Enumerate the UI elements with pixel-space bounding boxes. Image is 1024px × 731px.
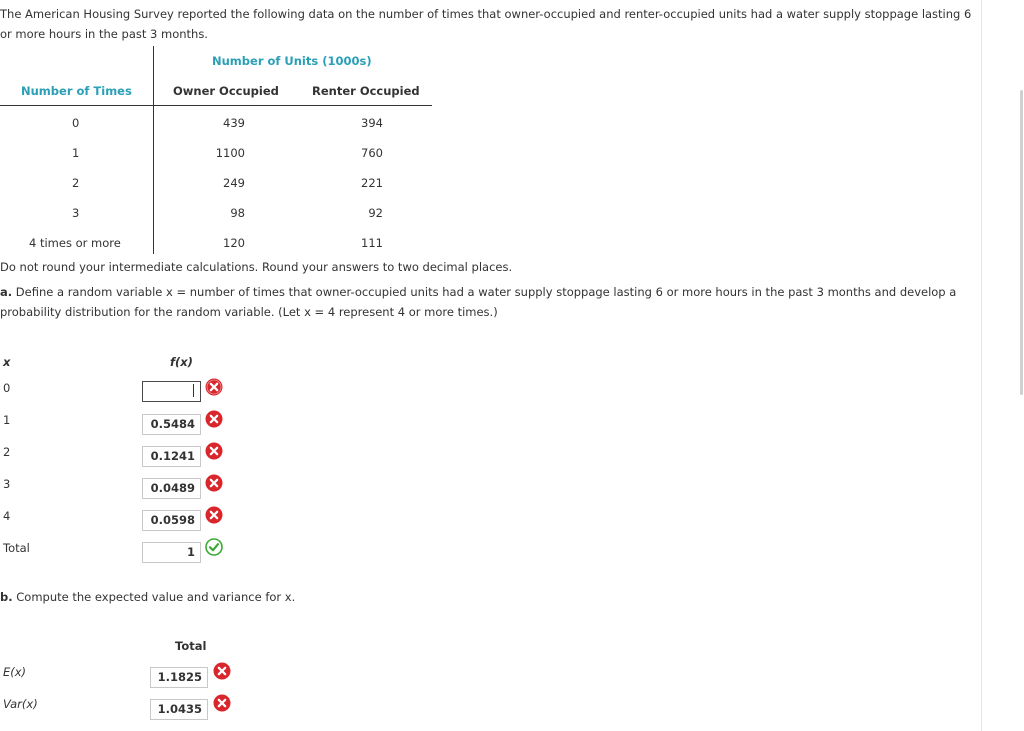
incorrect-icon [213, 662, 231, 680]
part-a-prompt [0, 282, 975, 322]
owner-cell: 439 [223, 116, 245, 130]
x-value: 0 [3, 381, 11, 395]
renter-cell: 760 [361, 146, 383, 160]
col-total-header: Total [175, 639, 207, 653]
owner-cell: 1100 [215, 146, 245, 160]
expected-value-input[interactable]: 1.1825 [150, 667, 208, 688]
table-header-rule [0, 105, 432, 106]
fx-input-3[interactable]: 0.0489 [142, 478, 201, 499]
table-vertical-rule [153, 46, 154, 254]
renter-cell: 111 [361, 236, 383, 250]
part-b-text: Compute the expected value and variance for x. [12, 590, 296, 604]
col-owner-occupied: Owner Occupied [173, 84, 279, 98]
content-right-border [981, 0, 982, 731]
fx-input-4[interactable]: 0.0598 [142, 510, 201, 531]
x-value: 1 [3, 413, 11, 427]
col-x-header: x [3, 355, 11, 369]
incorrect-icon [205, 506, 223, 524]
incorrect-icon [205, 410, 223, 428]
incorrect-icon [205, 474, 223, 492]
part-a-text: Define a random variable x = number of times that owner-occupied units had a water supply stoppage lasting 6 or more hours in the past 3 months and develop a probability distribution for the random variable. (Let x = 4 represent 4 or more times.) [0, 285, 957, 319]
part-b-label: b. [0, 590, 13, 604]
col-fx-header: f(x) [170, 355, 193, 369]
vertical-scrollbar[interactable] [1020, 90, 1023, 395]
rounding-instructions: Do not round your intermediate calculations. Round your answers to two decimal places. [0, 260, 513, 274]
incorrect-icon [205, 442, 223, 460]
question-intro: The American Housing Survey reported the following data on the number of times that owner-occupied and renter-occupied units had a water supply stoppage lasting 6 or more hours in the past 3 months. [0, 7, 972, 41]
times-cell: 2 [72, 176, 80, 190]
col-renter-occupied: Renter Occupied [312, 84, 420, 98]
variance-label: Var(x) [3, 697, 38, 711]
renter-cell: 221 [361, 176, 383, 190]
owner-cell: 120 [223, 236, 245, 250]
renter-cell: 394 [361, 116, 383, 130]
incorrect-icon [213, 694, 231, 712]
correct-icon [205, 538, 223, 556]
x-value: 3 [3, 477, 11, 491]
variance-input[interactable]: 1.0435 [150, 699, 208, 720]
owner-cell: 98 [230, 206, 245, 220]
times-cell: 4 times or more [29, 236, 121, 250]
fx-input-1[interactable]: 0.5484 [142, 414, 201, 435]
part-b-prompt [0, 590, 295, 604]
part-a-label: a. [0, 285, 13, 299]
times-cell: 0 [72, 116, 80, 130]
fx-total-input[interactable]: 1 [142, 542, 201, 563]
x-value: Total [3, 541, 30, 555]
renter-cell: 92 [368, 206, 383, 220]
x-value: 4 [3, 509, 11, 523]
expected-value-label: E(x) [3, 665, 27, 679]
incorrect-icon [205, 378, 223, 396]
text-caret [193, 384, 194, 397]
col-number-of-times: Number of Times [21, 84, 132, 98]
units-group-header: Number of Units (1000s) [212, 54, 372, 68]
fx-input-2[interactable]: 0.1241 [142, 446, 201, 467]
owner-cell: 249 [223, 176, 245, 190]
times-cell: 3 [72, 206, 80, 220]
times-cell: 1 [72, 146, 80, 160]
x-value: 2 [3, 445, 11, 459]
